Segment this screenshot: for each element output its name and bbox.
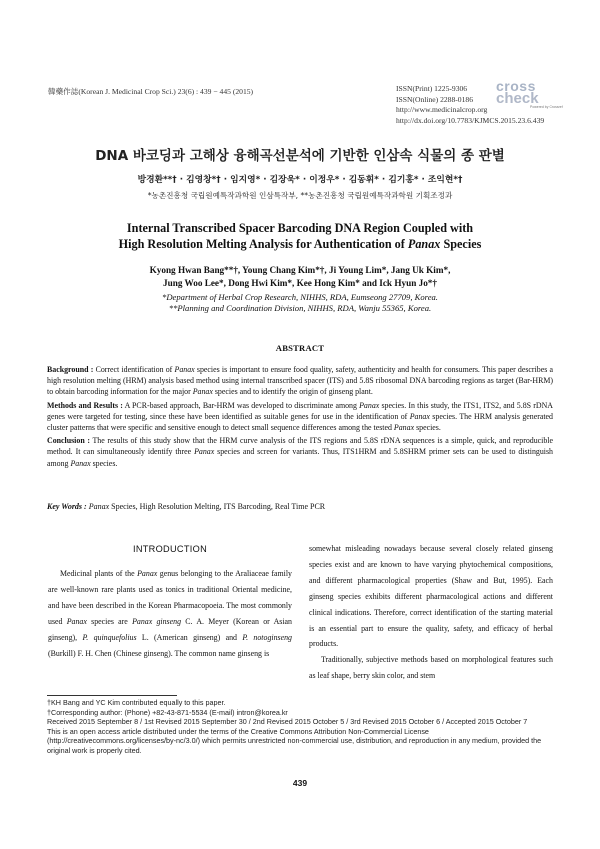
korean-title: DNA 바코딩과 고해상 융해곡선분석에 기반한 인삼속 식물의 종 판별 (95, 148, 505, 164)
keywords: Key Words : Panax Species, High Resolution Melting, ITS Barcoding, Real Time PCR (47, 502, 326, 511)
footnote-equal-contribution: †KH Bang and YC Kim contributed equally to this paper. (47, 698, 226, 707)
english-title (0, 220, 600, 252)
doi-link[interactable]: http://dx.doi.org/10.7783/KJMCS.2015.23.6.439 (396, 115, 545, 125)
footnote-corresponding: †Corresponding author: (Phone) +82-43-871-5534 (E-mail) intron@korea.kr (47, 707, 288, 717)
intro-paragraph-1: Medicinal plants of the Panax genus belonging to the Araliaceae family are well-known rare plants used as tonics in traditional Oriental medicine, and have been described in the Korean Pharmacopoeia. The most commonly used Panax species are Panax ginseng C. A. Meyer (Korean or Asian ginseng), P. quinquefolius L. (American ginseng) and P. notoginseng (Burkill) F. H. Chen (Chinese ginseng). The common name ginseng is (48, 569, 292, 658)
korean-authors: 방경환**† · 김영창*† · 임지영* · 김장욱* · 이정우* · 김동휘* · 김기홍* · 조익현*† (137, 175, 463, 185)
crossmark-powered: Powered by Crossref (530, 105, 563, 109)
crossmark-text-bottom: check (496, 90, 539, 107)
abstract-heading: ABSTRACT (275, 343, 325, 353)
journal-url[interactable]: http://www.medicinalcrop.org (396, 105, 488, 115)
right-column-text (309, 541, 553, 684)
page-number: 439 (292, 778, 308, 788)
abstract-conclusion: Conclusion : The results of this study show that the HRM curve analysis of the ITS regions and 5.8S rDNA sequences is a simple, quick, and reproducible method. It can simultaneously identify three Panax species and screen for variants. Thus, ITS1HRM and 5.8SHRM primer sets can be used to distinguish among Panax species. (47, 436, 554, 468)
intro-paragraph-2: Traditionally, subjective methods based on morphological features such as leaf shape, berry skin color, and stem (309, 655, 553, 681)
crossmark-logo[interactable] (496, 79, 572, 109)
footnote-received: Received 2015 September 8 / 1st Revised 2015 September 30 / 2nd Revised 2015 October 5 / 3rd Revised 2015 October 6 / Accepted 2015 October 7 (47, 717, 528, 727)
introduction-heading: INTRODUCTION (132, 544, 208, 554)
abstract-methods: Methods and Results : A PCR-based approach, Bar-HRM was developed to discriminate among Panax species. In this study, the ITS1, ITS2, and 5.8S rDNA genes were targeted for testing, since these have been identified as suitable genes for use in the identification of Panax species. The HRM analysis generated cluster patterns that were specific and sensitive enough to detect small sequence differences among the tested Panax species. (47, 400, 553, 433)
footnote-divider (47, 695, 177, 696)
crossmark-text-top: cross (496, 78, 536, 94)
intro-paragraph-continued: somewhat misleading nowadays because several closely related ginseng species exist and are known to have varying phytochemical compositions, and different pharmacological properties (Shaw and But, 1995). Each ginseng species exhibits different pharmacological actions and different clinical indications. Therefore, correct identification of the starting material is an essential part to ensure the quality, safety, and efficacy of herbal products. (309, 544, 553, 649)
abstract-body (47, 364, 553, 471)
english-affiliations: *Department of Herbal Crop Research, NIHHS, RDA, Eumseong 27709, Korea. **Planning and Coordination Division, NIHHS, RDA, Wanju 55365, Korea. (162, 292, 438, 313)
issn-online: ISSN(Online) 2288-0186 (396, 94, 473, 104)
footnote-license: This is an open access article distributed under the terms of the Creative Commons Attribution Non-Commercial License (http://creativecommons.org/licenses/by-nc/3.0/) which permits unrestricted non-commercial use, distribution, and reproduction in any medium, provided the original work is properly cited. (47, 726, 542, 755)
title-line-1: Internal Transcribed Spacer Barcoding DNA Region Coupled with (126, 221, 474, 235)
title-line-2: High Resolution Melting Analysis for Authentication of Panax Species (118, 237, 482, 251)
abstract-background: Background : Correct identification of Panax species is important to ensure food quality, safety, authenticity and health for consumers. This paper describes a high resolution melting (HRM) analysis based method using internal transcribed spacer (ITS) and 5.8S ribosomal DNA barcoding regions as target (Bar-HRM) to obtain barcoding information for the major Panax species and to identify the origin of ginseng plant. (47, 365, 553, 397)
footnotes (47, 698, 557, 756)
issn-print: ISSN(Print) 1225-9306 (396, 84, 468, 93)
left-column-text (48, 566, 292, 661)
korean-affiliations: *농촌진흥청 국립원예특작과학원 인삼특작부, **농촌진흥청 국립원예특작과학원 기획조정과 (147, 191, 453, 200)
journal-citation: 韓藥作誌(Korean J. Medicinal Crop Sci.) 23(6) : 439 − 445 (2015) (48, 87, 254, 96)
english-authors: Kyong Hwan Bang**†, Young Chang Kim*†, Ji Young Lim*, Jang Uk Kim*, Jung Woo Lee*, Dong Hwi Kim*, Kee Hong Kim* and Ick Hyun Jo*† (149, 265, 451, 288)
